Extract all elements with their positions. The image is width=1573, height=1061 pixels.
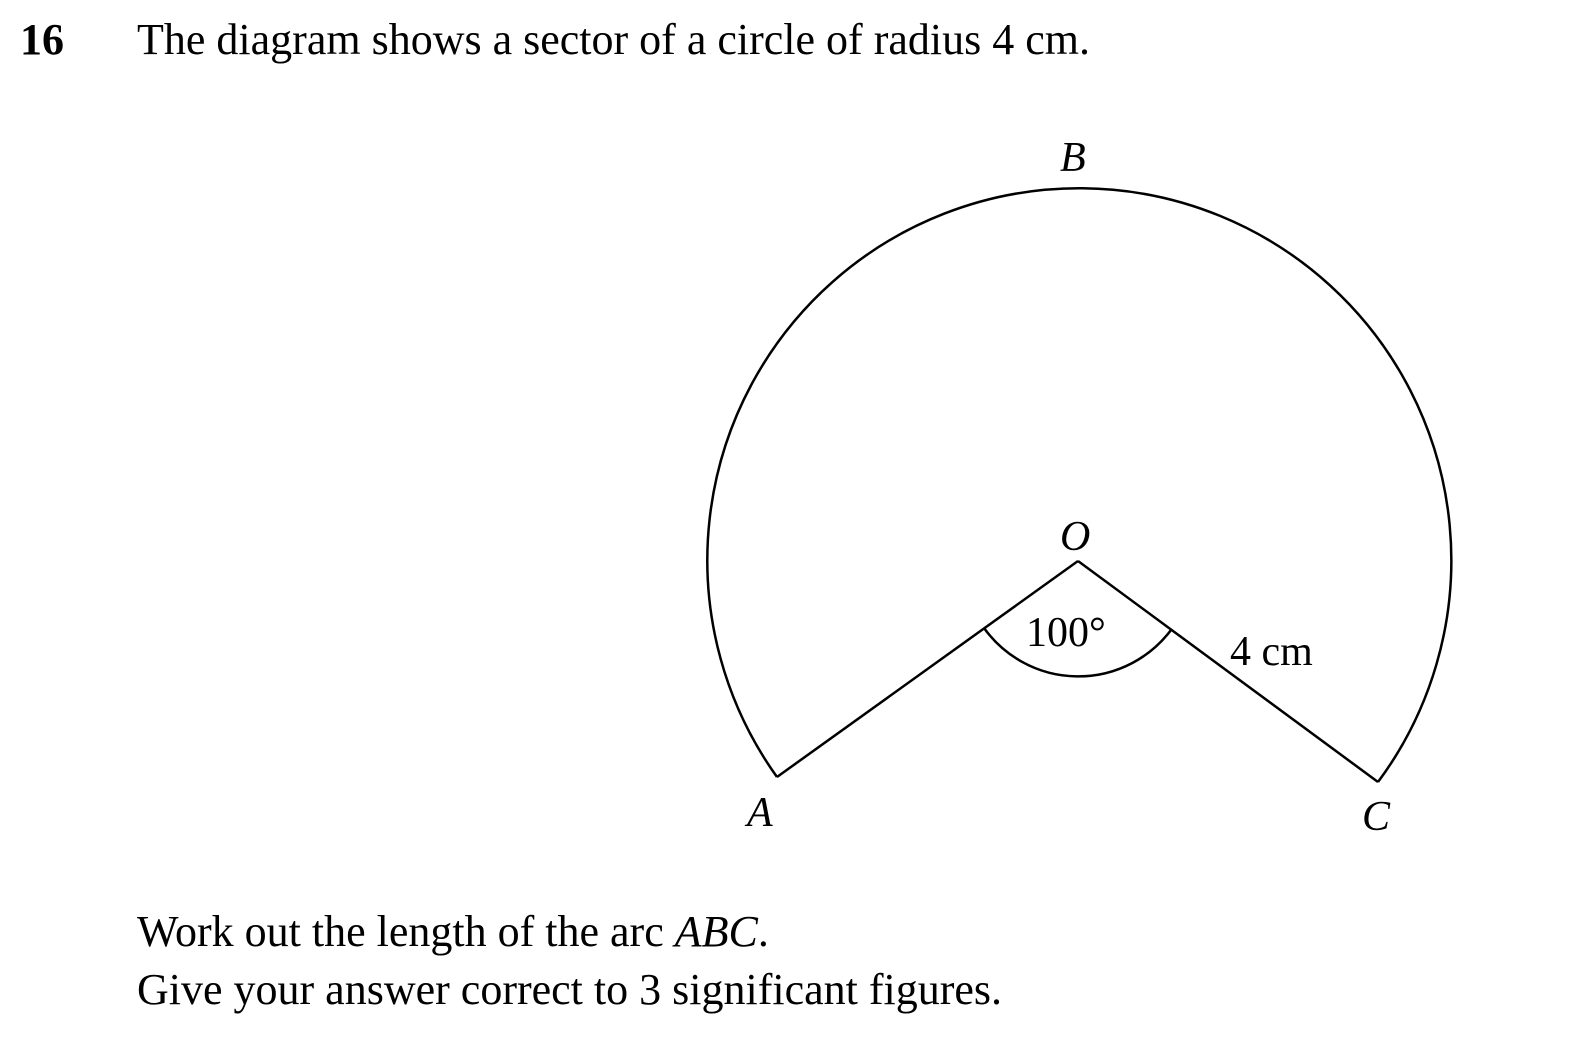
- instruction-line-1: [137, 903, 1002, 961]
- instruction-line-2: Give your answer correct to 3 significant figures.: [137, 965, 1003, 1014]
- label-point-b: B: [1060, 135, 1086, 181]
- instructions: [137, 903, 1002, 1019]
- instruction-line-1-prefix: Work out the length of the arc: [137, 907, 675, 956]
- radius-oc: [1078, 561, 1378, 782]
- radius-label: 4 cm: [1230, 629, 1313, 675]
- major-arc-abc: [707, 188, 1451, 782]
- instruction-line-1-suffix: .: [757, 907, 769, 956]
- label-point-o: O: [1060, 514, 1091, 560]
- radius-oa: [777, 561, 1078, 777]
- angle-label: 100°: [1026, 610, 1106, 656]
- arc-name: ABC: [674, 907, 758, 956]
- label-point-c: C: [1362, 794, 1391, 840]
- label-point-a: A: [747, 790, 773, 836]
- question-number: 16: [20, 15, 64, 64]
- question-text: The diagram shows a sector of a circle of radius 4 cm.: [137, 15, 1090, 64]
